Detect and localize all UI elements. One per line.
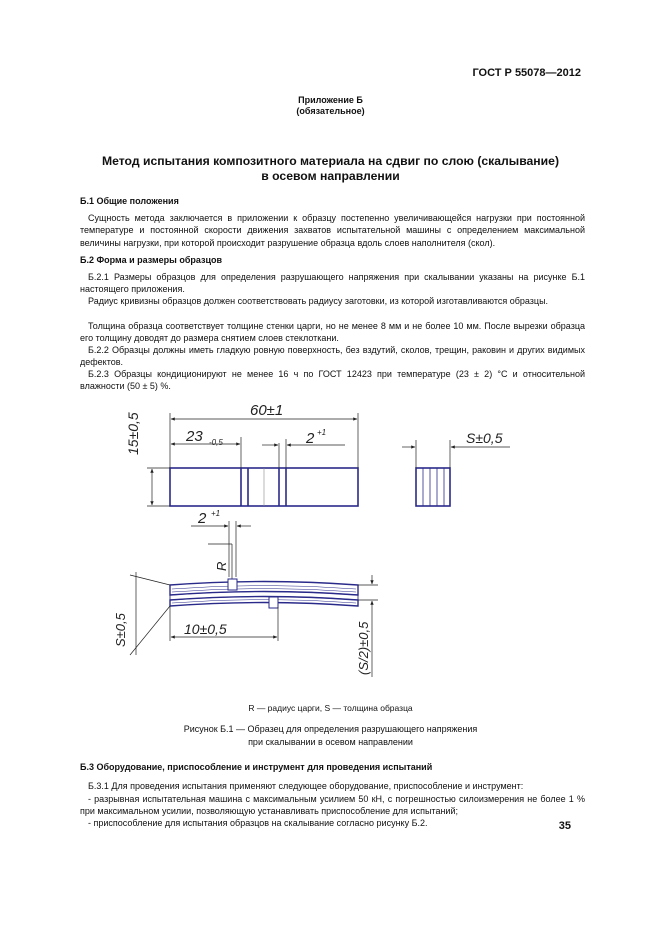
- slot-dimension-upper: [262, 428, 345, 468]
- length-label: 60±1: [250, 402, 284, 419]
- figure-caption-line1: Рисунок Б.1 — Образец для определения разрушающего напряжения: [183, 724, 478, 734]
- section-b1-heading: Б.1 Общие положения: [80, 196, 179, 206]
- half-s-dimension: [356, 575, 378, 677]
- specimen-curved-view: [170, 579, 358, 608]
- main-title-line1: Метод испытания композитного материала на сдвиг по слою (скалывание): [101, 154, 560, 168]
- mid-dimension: [170, 606, 278, 641]
- specimen-drawing: [0, 395, 661, 695]
- section-b2-p2: Радиус кривизны образцов должен соответствовать радиусу заготовки, из которой изготавливаются образцы.: [88, 296, 549, 306]
- section-b3-heading: Б.3 Оборудование, приспособление и инструмент для проведения испытаний: [80, 762, 433, 772]
- appendix-subtitle: (обязательное): [296, 106, 365, 116]
- height-dimension: [125, 412, 170, 506]
- slot-dimension-lower: [191, 509, 251, 583]
- slot-tolerance: +1: [317, 428, 327, 437]
- mid-label: 10±0,5: [184, 621, 227, 637]
- section-b2-p5: Б.2.3 Образцы кондиционируют не менее 16 ч по ГОСТ 12423 при температуре (23 ± 2) °С и относительной влажности (50 ± 5) %.: [80, 369, 585, 392]
- slot-label: 2: [306, 430, 315, 447]
- section-b2-heading: Б.2 Форма и размеры образцов: [80, 255, 223, 265]
- section-b2-p4: Б.2.2 Образцы должны иметь гладкую ровную поверхность, без вздутий, сколов, трещин, раковин и других видимых дефектов.: [80, 345, 585, 368]
- page-number: 35: [558, 820, 571, 832]
- figure-caption-line2: при скалывании в осевом направлении: [248, 737, 413, 747]
- half-s-label: (S/2)±0,5: [356, 621, 371, 675]
- section-b3-p3: - приспособление для испытания образцов на скалывание согласно рисунку Б.2.: [88, 818, 428, 828]
- figure-legend: R — радиус царги, S — толщина образца: [248, 703, 413, 713]
- left-s-dimension: [113, 572, 170, 655]
- standard-number: ГОСТ Р 55078—2012: [472, 67, 581, 79]
- main-title-line2: в осевом направлении: [261, 169, 400, 183]
- thickness-label: S±0,5: [466, 430, 503, 446]
- offset-tolerance: -0,5: [209, 438, 223, 447]
- slot-lower-label: 2: [198, 510, 207, 527]
- slot-lower-tolerance: +1: [211, 509, 221, 518]
- section-b1-text: Сущность метода заключается в приложении к образцу постепенно увеличивающейся нагрузки при постоянной температуре и постоянной скорости движения захватов испытательной машины с определением максимальной величины нагрузки, при которой происходит разрушение образца вдоль слоев наполнителя (скол).: [80, 213, 585, 248]
- section-b2-p1: Б.2.1 Размеры образцов для определения разрушающего напряжения при скалывании указаны на рисунке Б.1 настоящего приложения.: [80, 272, 585, 295]
- offset-dimension: [171, 428, 241, 468]
- left-s-label: S±0,5: [113, 613, 128, 647]
- section-b3-p1: Б.3.1 Для проведения испытания применяют следующее оборудование, приспособление и инструмент:: [88, 781, 524, 791]
- height-label: 15±0,5: [125, 412, 141, 455]
- section-b2-p3: Толщина образца соответствует толщине стенки царги, но не менее 8 мм и не более 10 мм. После вырезки образца его толщину доводят до размера снятием слоев стеклоткани.: [80, 321, 585, 344]
- specimen-front-view: [170, 468, 358, 506]
- offset-label: 23: [186, 428, 203, 445]
- section-b3-p2: - разрывная испытательная машина с максимальным усилием 50 кН, с погрешностью силоизмерения не более 1 % при максимальном усилии, позволяющую устанавливать приспособление для испытаний;: [80, 794, 585, 817]
- specimen-side-view: [402, 430, 510, 506]
- appendix-title: Приложение Б: [298, 95, 363, 105]
- radius-label: R: [214, 561, 229, 571]
